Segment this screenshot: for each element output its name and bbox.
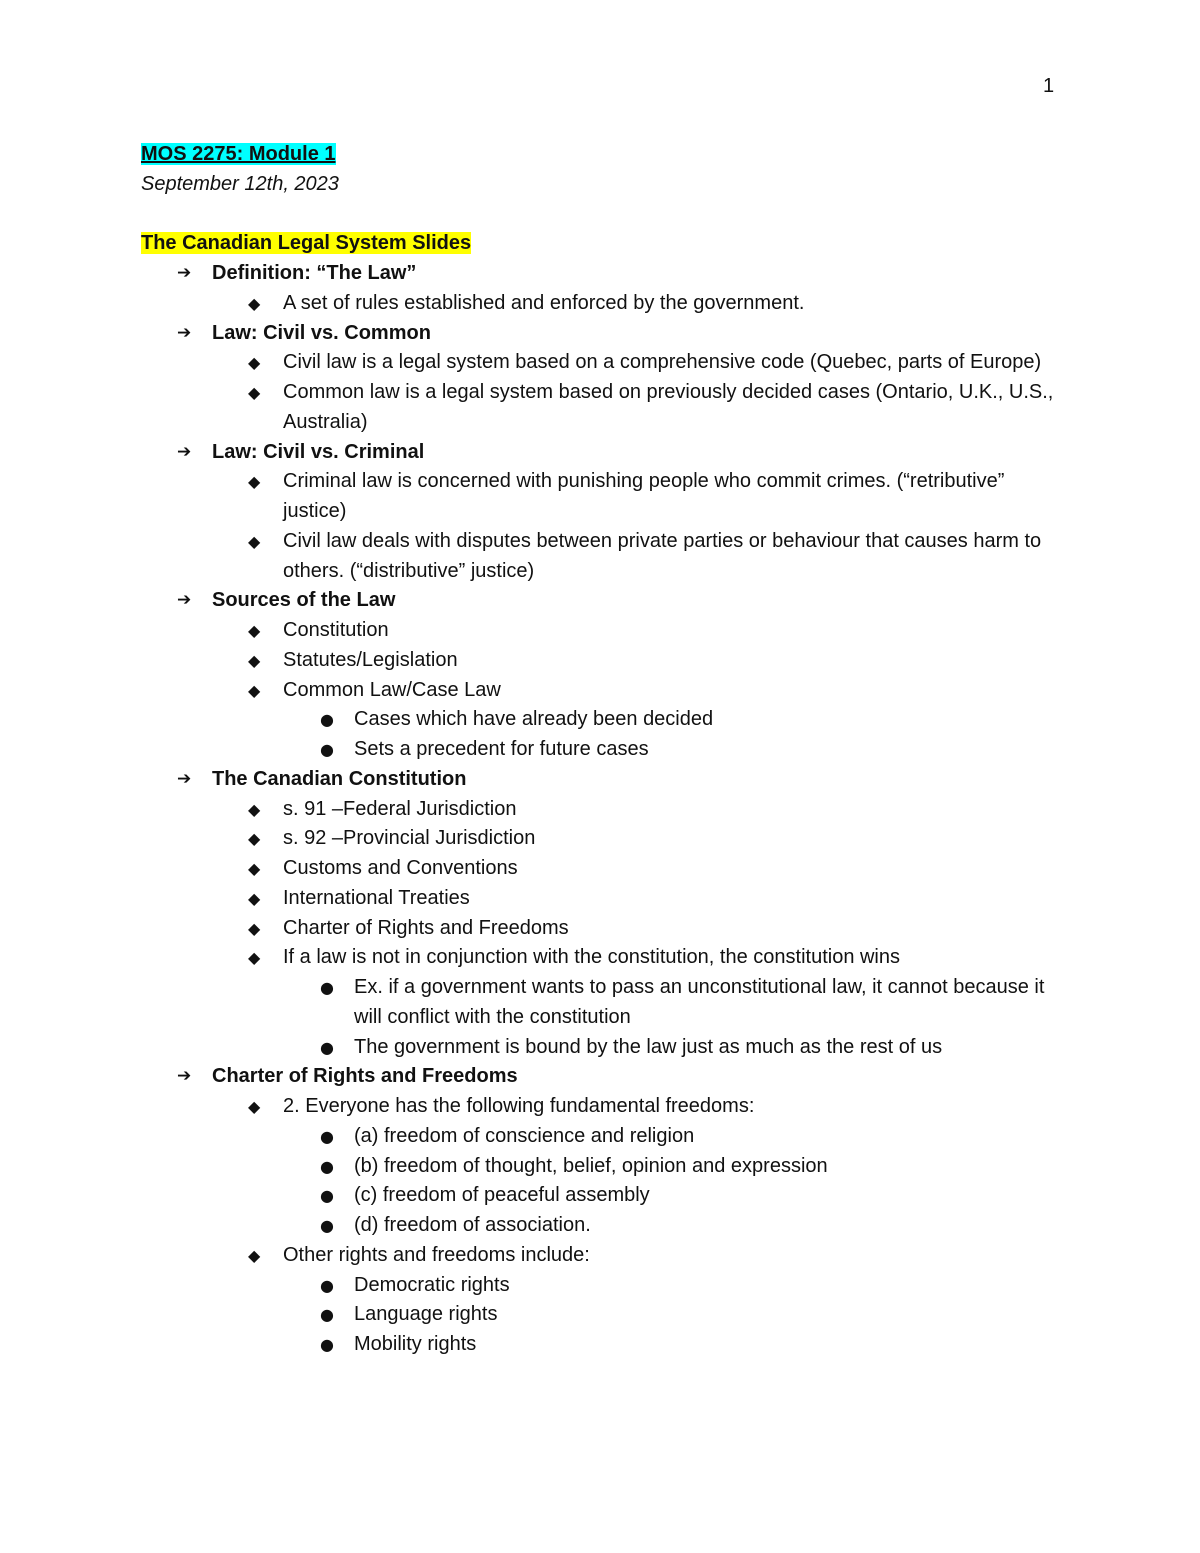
list-item [212,378,1071,438]
arrow-right-icon: ➔ [177,263,192,283]
bullet-dot-icon: ● [320,1216,334,1235]
sub-list-item [283,1033,1071,1063]
sub-item-list [283,1271,1071,1360]
page-number: 1 [1043,75,1055,97]
list-item [212,1241,1071,1360]
blank-line [141,200,1071,230]
sub-item-text: Sets a precedent for future cases [354,738,649,760]
sub-list-item [283,1330,1071,1360]
diamond-icon: ◆ [248,859,261,878]
item-text: Civil law deals with disputes between private parties or behaviour that causes harm to others. (“distributive” justice) [283,529,1042,582]
item-text: International Treaties [283,886,470,909]
sub-list-item [283,735,1071,765]
arrow-right-icon: ➔ [177,441,192,462]
arrow-right-icon: ➔ [177,1066,192,1087]
outline-section [141,319,1071,438]
list-item [212,467,1071,527]
bullet-dot-icon: ● [320,1037,334,1057]
sub-list-item [283,705,1071,735]
sub-list-item [283,1122,1071,1152]
outline-section [141,438,1071,587]
item-text: Common law is a legal system based on previously decided cases (Ontario, U.K., U.S., Australia) [283,381,1054,433]
item-text: s. 91 –Federal Jurisdiction [283,797,517,820]
outline-section [141,259,1071,319]
arrow-right-icon: ➔ [177,322,192,343]
sub-list-item [283,1300,1071,1330]
list-item [212,348,1071,378]
diamond-icon: ◆ [248,353,261,373]
bullet-dot-icon: ● [320,740,334,759]
item-text: Customs and Conventions [283,857,518,879]
item-list [212,795,1071,1063]
bullet-dot-icon: ● [320,710,334,730]
diamond-icon: ◆ [248,1097,261,1116]
outline-list [141,259,1071,1360]
sub-list-item [283,1271,1071,1301]
outline-section [141,765,1071,1063]
sub-item-text: (c) freedom of peaceful assembly [354,1184,650,1207]
section-heading: Law: Civil vs. Criminal [212,440,425,463]
diamond-icon: ◆ [248,621,261,640]
item-list [212,616,1071,765]
item-text: s. 92 –Provincial Jurisdiction [283,827,536,850]
diamond-icon: ◆ [248,650,261,670]
document-content [141,140,1071,1360]
diamond-icon: ◆ [248,799,261,819]
sub-list-item [283,1152,1071,1182]
section-heading: Charter of Rights and Freedoms [212,1065,518,1088]
list-item [212,943,1071,1062]
list-item [212,854,1071,884]
sub-list-item [283,1181,1071,1211]
diamond-icon: ◆ [248,1245,261,1265]
item-text: A set of rules established and enforced by the government. [283,291,805,314]
diamond-icon: ◆ [248,948,261,968]
list-item [212,616,1071,646]
bullet-dot-icon: ● [320,1126,334,1146]
outline-section [141,586,1071,765]
arrow-right-icon: ➔ [177,590,192,611]
course-title-line [141,140,1071,170]
diamond-icon: ◆ [248,918,261,938]
list-item [212,795,1071,825]
section-title-line [141,229,1071,259]
section-heading: Law: Civil vs. Common [212,321,431,344]
list-item [212,824,1071,854]
item-list [212,289,1071,319]
sub-item-list [283,705,1071,765]
sub-item-text: Ex. if a government wants to pass an unconstitutional law, it cannot because it will conflict with the constitution [354,976,1045,1028]
item-text: Other rights and freedoms include: [283,1243,590,1266]
bullet-dot-icon: ● [320,1335,334,1354]
date: September 12th, 2023 [141,172,339,195]
item-text: Statutes/Legislation [283,648,458,671]
item-text: Constitution [283,619,389,641]
section-heading: Sources of the Law [212,589,396,612]
list-item [212,1092,1071,1241]
section-heading: The Canadian Constitution [212,767,467,790]
diamond-icon: ◆ [248,829,261,849]
list-item [212,646,1071,676]
item-text: Common Law/Case Law [283,678,501,701]
diamond-icon: ◆ [248,888,261,908]
list-item [212,527,1071,587]
diamond-icon: ◆ [248,383,261,402]
bullet-dot-icon: ● [320,978,334,997]
bullet-dot-icon: ● [320,1305,334,1325]
item-text: 2. Everyone has the following fundamental freedoms: [283,1095,755,1117]
sub-item-text: (a) freedom of conscience and religion [354,1124,695,1147]
sub-item-text: Mobility rights [354,1333,477,1355]
section-heading: Definition: “The Law” [212,262,417,284]
item-list [212,348,1071,437]
item-list [212,467,1071,586]
list-item [212,676,1071,765]
bullet-dot-icon: ● [320,1275,334,1295]
list-item [212,289,1071,319]
list-item [212,884,1071,914]
sub-item-text: Language rights [354,1303,498,1326]
course-title: MOS 2275: Module 1 [141,143,336,165]
outline-section [141,1062,1071,1360]
item-list [212,1092,1071,1360]
item-text: Civil law is a legal system based on a comprehensive code (Quebec, parts of Europe) [283,351,1042,374]
item-text: Charter of Rights and Freedoms [283,916,569,939]
sub-item-text: (d) freedom of association. [354,1214,591,1236]
sub-item-text: Cases which have already been decided [354,708,714,731]
diamond-icon: ◆ [248,531,261,551]
item-text: Criminal law is concerned with punishing people who commit crimes. (“retributive” justice) [283,470,1005,522]
sub-list-item [283,1211,1071,1241]
bullet-dot-icon: ● [320,1156,334,1176]
list-item [212,914,1071,944]
section-title: The Canadian Legal System Slides [141,232,472,255]
sub-item-text: Democratic rights [354,1273,510,1296]
sub-item-text: The government is bound by the law just as much as the rest of us [354,1035,943,1058]
arrow-right-icon: ➔ [177,768,192,789]
sub-item-list [283,1122,1071,1241]
diamond-icon: ◆ [248,293,261,313]
diamond-icon: ◆ [248,680,261,700]
diamond-icon: ◆ [248,472,261,492]
sub-item-text: (b) freedom of thought, belief, opinion and expression [354,1154,828,1177]
sub-item-list [283,973,1071,1062]
sub-list-item [283,973,1071,1033]
item-text: If a law is not in conjunction with the constitution, the constitution wins [283,946,901,969]
bullet-dot-icon: ● [320,1186,334,1206]
